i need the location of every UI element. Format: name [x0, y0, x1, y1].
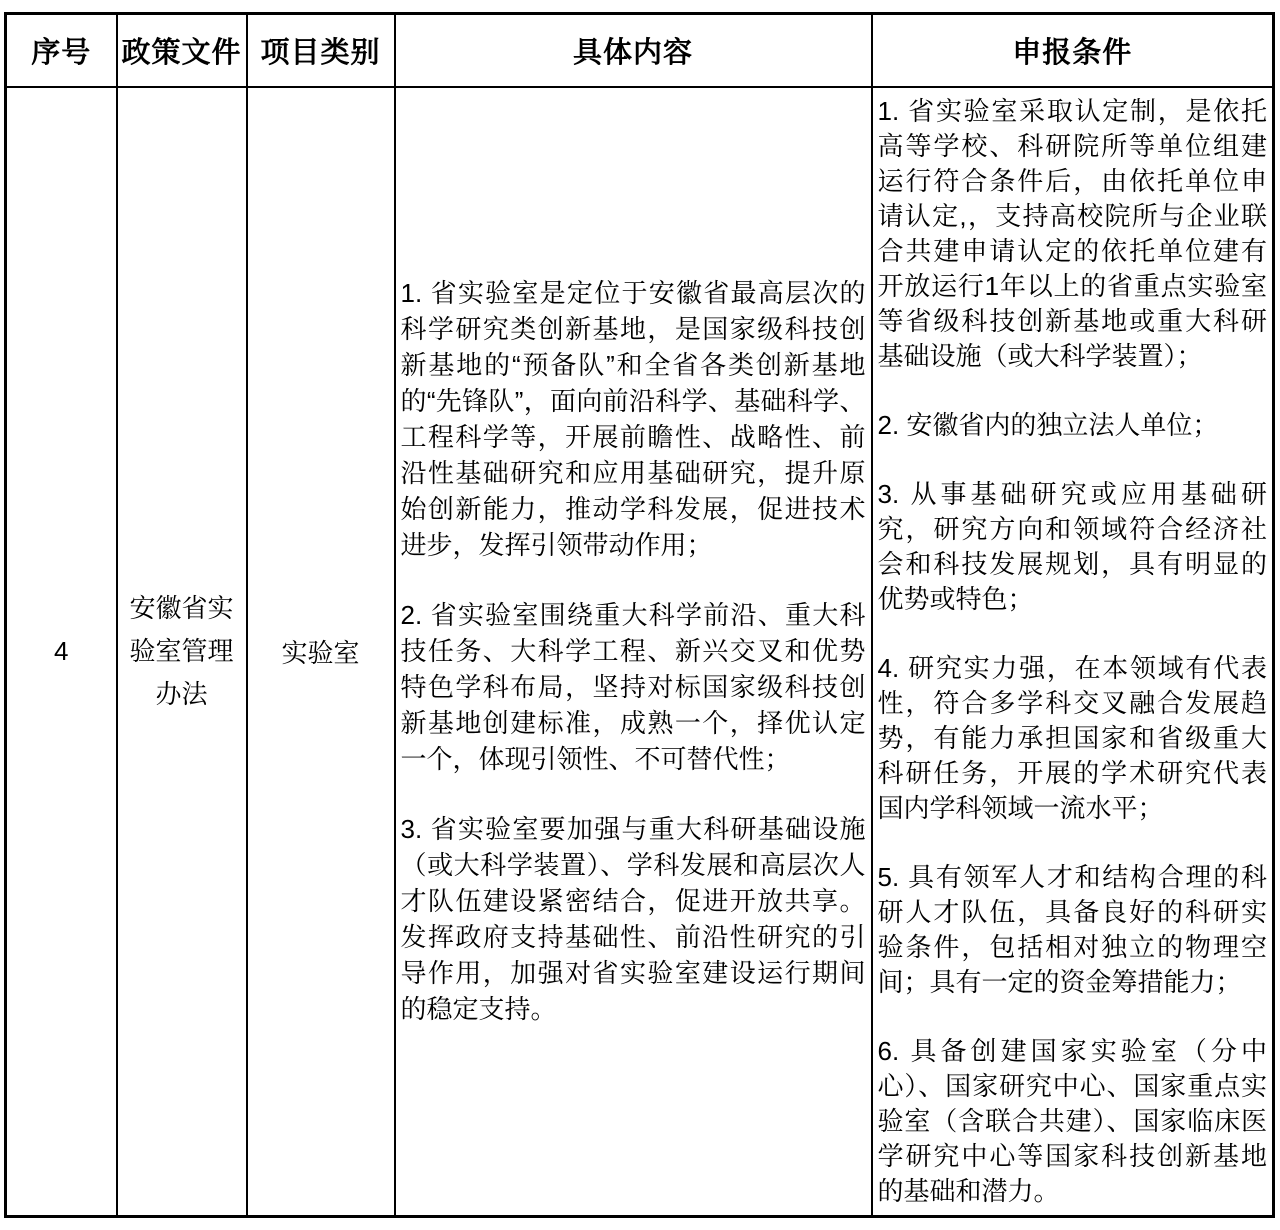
column-header-policy-document: 政策文件	[117, 14, 247, 87]
cell-policy-document: 安徽省实验室管理办法	[117, 87, 247, 1217]
cell-conditions	[872, 87, 1274, 1217]
paragraph: 1. 省实验室采取认定制，是依托高等学校、科研院所等单位组建运行符合条件后，由依托单位申请认定,，支持高校院所与企业联合共建申请认定的依托单位建有开放运行1年以上的省重点实验室等省级科技创新基地或重大科研基础设施（或大科学装置）；	[877, 95, 1267, 371]
column-header-conditions: 申报条件	[872, 14, 1274, 87]
paragraph: 2. 省实验室围绕重大科学前沿、重大科技任务、大科学工程、新兴交叉和优势特色学科布局，坚持对标国家级科技创新基地创建标准，成熟一个，择优认定一个，体现引领性、不可替代性；	[400, 600, 866, 774]
paragraph: 1. 省实验室是定位于安徽省最高层次的科学研究类创新基地，是国家级科技创新基地的“预备队”和全省各类创新基地的“先锋队”，面向前沿科学、基础科学、工程科学等，开展前瞻性、战略性、前沿性基础研究和应用基础研究，提升原始创新能力，推动学科发展，促进技术进步，发挥引领带动作用；	[400, 278, 866, 560]
paragraph: 4. 研究实力强，在本领域有代表性，符合多学科交叉融合发展趋势，有能力承担国家和省级重大科研任务，开展的学术研究代表国内学科领域一流水平；	[877, 652, 1267, 823]
column-header-project-category: 项目类别	[247, 14, 395, 87]
paragraph: 6. 具备创建国家实验室（分中心）、国家研究中心、国家重点实验室（含联合共建）、国家临床医学研究中心等国家科技创新基地的基础和潜力。	[877, 1035, 1267, 1206]
cell-project-category: 实验室	[247, 87, 395, 1217]
paragraph: 5. 具有领军人才和结构合理的科研人才队伍，具备良好的科研实验条件，包括相对独立的物理空间；具有一定的资金筹措能力；	[877, 861, 1267, 997]
paragraph: 3. 从事基础研究或应用基础研究，研究方向和领域符合经济社会和科技发展规划，具有明显的优势或特色；	[877, 478, 1267, 614]
column-header-content: 具体内容	[395, 14, 872, 87]
table-row	[6, 87, 1274, 1217]
cell-seq: 4	[6, 87, 117, 1217]
table-header-row	[6, 14, 1274, 87]
column-header-seq: 序号	[6, 14, 117, 87]
policy-table	[4, 12, 1275, 1218]
paragraph: 2. 安徽省内的独立法人单位；	[877, 409, 1219, 440]
paragraph: 3. 省实验室要加强与重大科研基础设施（或大科学装置）、学科发展和高层次人才队伍建设紧密结合，促进开放共享。发挥政府支持基础性、前沿性研究的引导作用，加强对省实验室建设运行期间的稳定支持。	[400, 814, 866, 1024]
cell-content	[395, 87, 872, 1217]
